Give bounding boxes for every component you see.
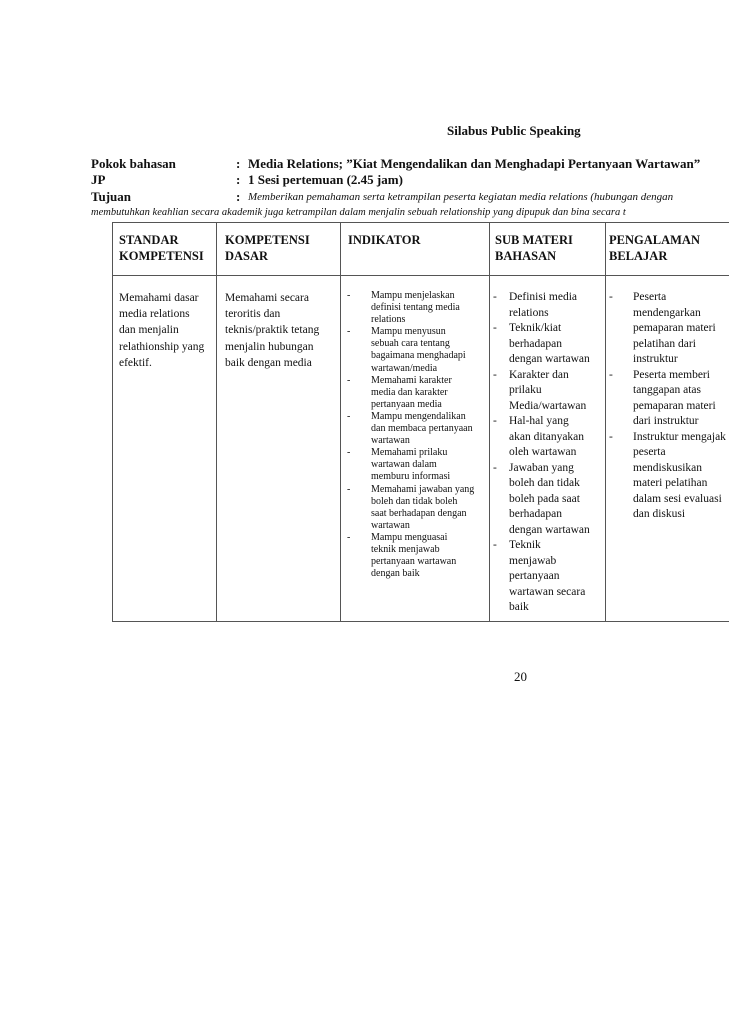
header-text: BAHASAN — [495, 249, 557, 263]
indikator-item-line: pertanyaan media — [371, 398, 442, 410]
indikator-item-line: dengan baik — [371, 568, 420, 580]
indikator-item-line: bagaimana menghadapi — [371, 350, 466, 362]
indikator-item-line: pertanyaan wartawan — [371, 556, 457, 568]
pengalaman-item-line: dari instruktur — [633, 415, 699, 427]
pengalaman-item-line: dan diskusi — [633, 508, 686, 520]
sub-materi-item-line: Teknik/kiat — [509, 322, 562, 334]
sub-materi-item — [493, 461, 605, 539]
indikator-item-line: dan membaca pertanyaan — [371, 423, 473, 435]
bullet-dash: - — [609, 368, 613, 381]
indikator-item — [347, 326, 487, 374]
header-standar-kompetensi — [119, 232, 204, 264]
cell-pengalaman-belajar — [609, 290, 729, 523]
indikator-item — [347, 447, 487, 483]
cell-indikator — [347, 290, 487, 580]
jp-value: 1 Sesi pertemuan (2.45 jam) — [248, 172, 403, 187]
table-border-top — [112, 222, 729, 223]
sub-materi-item-line: boleh dan tidak — [509, 477, 580, 489]
indikator-item-line: wartawan — [371, 519, 410, 531]
header-indikator — [348, 232, 420, 248]
indikator-item — [347, 532, 487, 580]
bullet-dash: - — [609, 430, 613, 443]
sub-materi-item-line: dengan wartawan — [509, 353, 590, 365]
bullet-dash: - — [609, 291, 613, 303]
sub-materi-item-line: berhadapan — [509, 508, 562, 520]
pengalaman-item-line: tanggapan atas — [633, 384, 702, 396]
tujuan-label: Tujuan — [91, 189, 131, 204]
cell-line: Memahami secara — [225, 292, 309, 304]
indikator-item-line: Memahami prilaku — [371, 447, 448, 459]
sub-materi-item-line: Teknik — [509, 539, 541, 551]
pengalaman-item — [609, 368, 729, 430]
pengalaman-item-line: peserta — [633, 446, 666, 458]
header-sub-materi — [495, 232, 573, 264]
indikator-item-line: Mampu mengendalikan — [371, 410, 466, 422]
bullet-dash: - — [347, 447, 351, 459]
tujuan-colon: : — [236, 189, 241, 204]
sub-materi-item-line: Karakter dan — [509, 368, 569, 381]
pengalaman-item-line: mendiskusikan — [633, 461, 702, 474]
pengalaman-item — [609, 430, 729, 523]
pengalaman-item-line: Peserta — [633, 291, 667, 303]
bullet-dash: - — [347, 410, 351, 422]
indikator-item-line: wartawan dalam — [371, 459, 437, 471]
bullet-dash: - — [493, 368, 497, 381]
bullet-dash: - — [493, 291, 497, 303]
indikator-item-line: Memahami jawaban yang — [371, 483, 475, 495]
sub-materi-item — [493, 368, 605, 415]
page-number: 20 — [514, 669, 527, 684]
header-text: KOMPETENSI — [225, 233, 310, 247]
sub-materi-item-line: Definisi media — [509, 291, 578, 303]
sub-materi-item — [493, 290, 605, 321]
pokok-label: Pokok bahasan — [91, 156, 176, 171]
sub-materi-item-line: relations — [509, 306, 549, 319]
cell-line: baik dengan media — [225, 356, 312, 369]
indikator-item-line: wartawan/media — [371, 362, 438, 374]
sub-materi-item-line: dengan wartawan — [509, 523, 590, 536]
page-title: Silabus Public Speaking — [447, 123, 581, 138]
cell-kompetensi-dasar — [225, 290, 319, 371]
indikator-item-line: teknik menjawab — [371, 543, 440, 555]
cell-line: dan menjalin — [119, 324, 179, 337]
pengalaman-item-line: Instruktur mengajak — [633, 430, 726, 443]
sub-materi-item-line: akan ditanyakan — [509, 430, 585, 443]
sub-materi-item-line: boleh pada saat — [509, 492, 580, 505]
sub-materi-item-line: Jawaban yang — [509, 461, 574, 474]
header-divider — [112, 275, 729, 276]
pengalaman-item — [609, 290, 729, 368]
bullet-dash: - — [347, 531, 351, 543]
pengalaman-item-line: pemaparan materi — [633, 322, 716, 334]
sub-materi-item-line: Media/wartawan — [509, 399, 587, 412]
header-text: DASAR — [225, 249, 269, 263]
sub-materi-item — [493, 538, 605, 616]
indikator-item-line: memburu informasi — [371, 471, 451, 483]
header-kompetensi-dasar — [225, 232, 310, 264]
bullet-dash: - — [347, 290, 351, 301]
sub-materi-item-line: baik — [509, 601, 529, 613]
bullet-dash: - — [493, 415, 497, 427]
col-divider-2 — [340, 222, 341, 622]
cell-line: relathionship yang — [119, 340, 205, 353]
indikator-item — [347, 484, 487, 532]
pengalaman-item-line: materi pelatihan — [633, 477, 708, 489]
col-divider-3 — [489, 222, 490, 622]
cell-line: menjalin hubungan — [225, 340, 314, 353]
indikator-item-line: boleh dan tidak boleh — [371, 495, 458, 507]
header-text: SUB MATERI — [495, 233, 573, 247]
sub-materi-item-line: wartawan secara — [509, 585, 586, 598]
pengalaman-item-line: mendengarkan — [633, 306, 701, 319]
bullet-dash: - — [347, 326, 351, 338]
sub-materi-item-line: Hal-hal yang — [509, 415, 569, 427]
indikator-item-line: Memahami karakter — [371, 374, 452, 386]
sub-materi-item-line: prilaku — [509, 384, 542, 396]
indikator-item — [347, 411, 487, 447]
sub-materi-item-line: oleh wartawan — [509, 446, 577, 458]
jp-colon: : — [236, 172, 241, 187]
header-text: PENGALAMAN — [609, 233, 700, 247]
sub-materi-item-line: menjawab — [509, 554, 557, 567]
indikator-item-line: wartawan — [371, 435, 410, 447]
pengalaman-item-line: pelatihan dari — [633, 337, 696, 350]
indikator-item-line: relations — [371, 314, 406, 326]
indikator-item-line: Mampu menyusun — [371, 326, 446, 338]
pokok-colon: : — [236, 156, 241, 171]
syllabus-table — [112, 222, 729, 622]
indikator-item-line: Mampu menguasai — [371, 531, 448, 543]
sub-materi-item — [493, 321, 605, 368]
pokok-value: Media Relations; ”Kiat Mengendalikan dan Menghadapi Pertanyaan Wartawan” — [248, 156, 701, 171]
col-divider-1 — [216, 222, 217, 622]
jp-label: JP — [91, 172, 106, 187]
tujuan-continuation: membutuhkan keahlian secara akademik juga ketrampilan dalam menjalin sebuah relationship yang dipupuk dan bina secara t — [91, 207, 626, 218]
bullet-dash: - — [347, 374, 351, 386]
bullet-dash: - — [493, 539, 497, 551]
table-border-left — [112, 222, 113, 622]
bullet-dash: - — [493, 322, 497, 334]
header-text: KOMPETENSI — [119, 249, 204, 263]
indikator-item — [347, 290, 487, 326]
indikator-item-line: saat berhadapan dengan — [371, 507, 467, 519]
header-pengalaman-belajar — [609, 232, 700, 264]
pengalaman-item-line: pemaparan materi — [633, 399, 716, 412]
indikator-item-line: media dan karakter — [371, 386, 448, 398]
sub-materi-item — [493, 414, 605, 461]
sub-materi-item-line: berhadapan — [509, 337, 562, 350]
cell-line: teroritis dan — [225, 308, 281, 321]
cell-line: teknis/praktik tetang — [225, 324, 320, 337]
sub-materi-item-line: pertanyaan — [509, 570, 560, 582]
table-border-bottom — [112, 621, 729, 622]
pengalaman-item-line: Peserta memberi — [633, 368, 710, 381]
col-divider-4 — [605, 222, 606, 622]
cell-standar-kompetensi — [119, 290, 204, 371]
cell-sub-materi — [493, 290, 605, 616]
pengalaman-item-line: instruktur — [633, 353, 678, 365]
header-text: INDIKATOR — [348, 233, 421, 247]
bullet-dash: - — [347, 483, 351, 495]
tujuan-value: Memberikan pemahaman serta ketrampilan peserta kegiatan media relations (hubungan dengan — [248, 191, 674, 203]
indikator-item — [347, 375, 487, 411]
indikator-item-line: sebuah cara tentang — [371, 338, 450, 350]
pengalaman-item-line: dalam sesi evaluasi — [633, 492, 722, 505]
header-text: STANDAR — [119, 233, 179, 247]
cell-line: efektif. — [119, 356, 152, 369]
cell-line: Memahami dasar — [119, 292, 199, 304]
header-text: BELAJAR — [609, 249, 668, 263]
cell-line: media relations — [119, 308, 190, 321]
bullet-dash: - — [493, 461, 497, 474]
indikator-item-line: Mampu menjelaskan — [371, 290, 455, 301]
indikator-item-line: definisi tentang media — [371, 302, 460, 314]
